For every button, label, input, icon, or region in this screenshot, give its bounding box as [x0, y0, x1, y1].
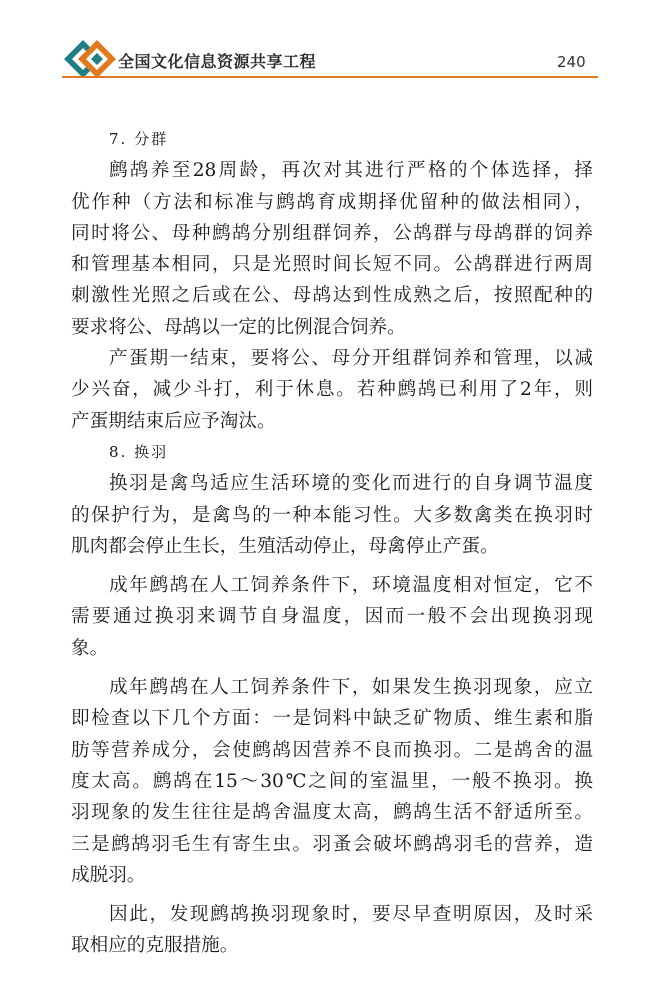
brand-title: 全国文化信息资源共享工程 — [118, 52, 317, 71]
text-line: 的保护行为，是禽鸟的一种本能习性。大多数禽类在换羽时 — [71, 504, 593, 526]
section-heading: 8. 换羽 — [109, 442, 169, 461]
text-line: 需要通过换羽来调节自身温度，因而一般不会出现换羽现 — [71, 606, 593, 628]
text-line: 象。 — [71, 637, 109, 659]
paragraph — [71, 899, 593, 962]
diamond-arrows-logo-icon — [62, 38, 118, 80]
header-rule — [62, 76, 598, 78]
text-line: 肌肉都会停止生长，生殖活动停止，母禽停止产蛋。 — [71, 535, 499, 557]
page-body — [71, 124, 593, 962]
text-line: 同时将公、母种鹧鸪分别组群饲养，公鸪群与母鸪群的饲养 — [71, 222, 593, 244]
text-line: 取相应的克服措施。 — [71, 935, 239, 957]
paragraph — [71, 343, 593, 437]
text-line: 少兴奋，减少斗打，利于休息。若种鹧鸪已利用了2年，则 — [71, 379, 593, 401]
text-line: 成年鹧鸪在人工饲养条件下，如果发生换羽现象，应立 — [109, 677, 593, 699]
paragraph — [71, 468, 593, 562]
page-number: 240 — [557, 53, 586, 71]
text-line: 成脱羽。 — [71, 864, 146, 886]
text-line: 产蛋期结束后应予淘汰。 — [71, 410, 276, 432]
text-line: 换羽是禽鸟适应生活环境的变化而进行的自身调节温度 — [109, 473, 593, 495]
text-line: 产蛋期一结束，要将公、母分开组群饲养和管理，以减 — [109, 348, 593, 370]
text-line: 羽现象的发生往往是鸪舍温度太高，鹧鸪生活不舒适所至。 — [71, 802, 593, 824]
paragraph — [71, 672, 593, 891]
text-line: 和管理基本相同，只是光照时间长短不同。公鸪群进行两周 — [71, 254, 593, 276]
paragraph — [71, 155, 593, 343]
text-line: 度太高。鹧鸪在15～30℃之间的室温里，一般不换羽。换 — [71, 770, 593, 792]
text-line: 因此，发现鹧鸪换羽现象时，要尽早查明原因，及时采 — [109, 904, 593, 926]
text-line: 要求将公、母鸪以一定的比例混合饲养。 — [71, 316, 406, 338]
paragraph — [71, 570, 593, 664]
text-line: 即检查以下几个方面：一是饲料中缺乏矿物质、维生素和脂 — [71, 708, 593, 730]
text-line: 优作种（方法和标准与鹧鸪育成期择优留种的做法相同）， — [71, 191, 593, 213]
section-heading: 7. 分群 — [109, 130, 169, 148]
page-header — [0, 0, 646, 86]
text-line: 肪等营养成分，会使鹧鸪因营养不良而换羽。二是鸪舍的温 — [71, 739, 593, 761]
text-line: 鹧鸪养至28周龄，再次对其进行严格的个体选择，择 — [109, 160, 593, 182]
text-line: 刺激性光照之后或在公、母鸪达到性成熟之后，按照配种的 — [71, 285, 593, 307]
text-line: 三是鹧鸪羽毛生有寄生虫。羽蚤会破坏鹧鸪羽毛的营养，造 — [71, 833, 593, 855]
text-line: 成年鹧鸪在人工饲养条件下，环境温度相对恒定，它不 — [109, 575, 593, 597]
